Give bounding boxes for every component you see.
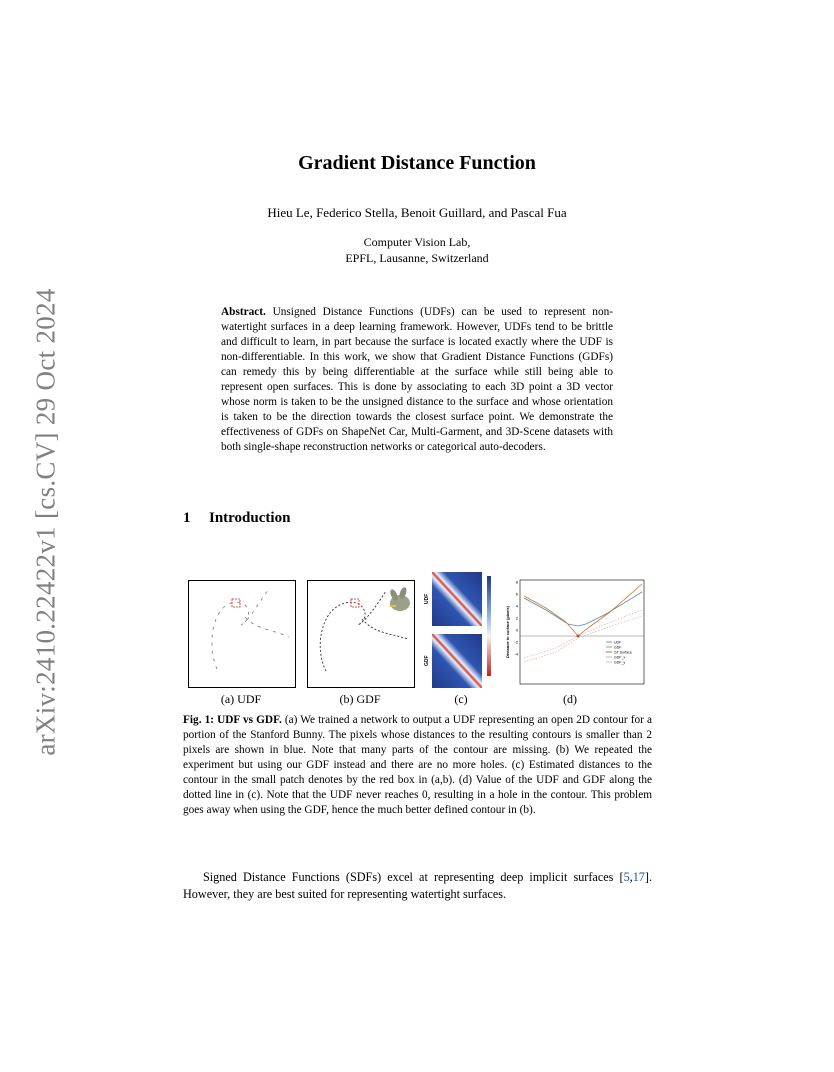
y-tick-label: 0 [515,627,518,633]
figure-1 [188,572,658,712]
legend-entry: GT Surface [614,650,632,655]
figure-caption [183,713,652,818]
udf-curve [524,592,642,626]
legend-entry: GDF [614,645,622,650]
y-tick-label: -4 [514,651,518,657]
paper-title: Gradient Distance Function [298,152,536,174]
affiliation-line1: Computer Vision Lab, [363,235,471,249]
gt-surface-point [577,635,580,638]
arxiv-sidebar [16,282,76,762]
panel-udf [188,580,296,688]
y-ticks [514,580,518,657]
patch-label-udf: UDF [424,593,430,604]
y-tick-label: 6 [515,591,518,597]
arxiv-id: arXiv:2410.22422v1 [cs.CV] 29 Oct 2024 [30,288,61,756]
legend-entry: UDF [614,640,622,645]
label-c: (c) [454,692,468,706]
plot-frame [520,580,644,684]
legend-entry: GDF_y [614,660,626,665]
body-comma: , [629,870,633,884]
abstract-label: Abstract. [221,306,266,318]
affiliation [0,234,834,266]
citation-5[interactable]: 5 [623,870,630,884]
bunny-thumbnail-icon [389,586,410,611]
distance-line-plot [506,578,646,686]
abstract [221,305,613,455]
caption-text: (a) We trained a network to output a UDF representing an open 2D contour for a portion of the Stanford Bunny. The pixels whose distances to the resulting contours is smaller than 2 pixels are shown in blue. Note that many parts of the contour are missing. (b) We repeated the experiment but using our GDF instead and there are no more holes. (c) Estimated distances to the contour in the small patch denotes by the red box in (a,b). (d) Value of the UDF and GDF along the dotted line in (c). Note that the UDF never reaches 0, resulting in a hole in the contour. This problem goes away when using the GDF, hence the much better defined contour in (b). [183,714,652,816]
udf-heatmap [432,572,482,626]
gdf-contour-plot [308,581,414,687]
legend-entry: GDF_x [614,655,626,660]
panel-distance-plot [506,578,646,686]
section-heading [183,510,290,527]
y-tick-label: 2 [515,615,518,621]
paper-authors: Hieu Le, Federico Stella, Benoit Guillard, and Pascal Fua [267,205,567,220]
gdf-curve [524,584,642,636]
caption-label: Fig. 1: UDF vs GDF. [183,714,282,726]
citation-17[interactable]: 17 [632,870,645,884]
body-paragraph [183,869,652,903]
distance-patches-svg [424,572,504,684]
body-text-before: Signed Distance Functions (SDFs) excel at representing deep implicit surfaces [ [203,870,624,884]
label-d: (d) [563,692,577,706]
section-number: 1 [183,510,191,526]
plot-legend [606,640,632,664]
label-a: (a) UDF [220,692,262,706]
y-tick-label: 4 [515,603,518,609]
label-b: (b) GDF [339,692,381,706]
panel-gdf [307,580,415,688]
colorbar [487,576,491,676]
plot-ylabel: Distance to surface (pixels) [505,605,510,659]
body-text-after: ]. However, they are best suited for representing watertight surfaces. [183,870,652,901]
panel-distance-patches [424,572,504,684]
section-title: Introduction [209,510,291,526]
y-tick-label: 8 [515,579,518,585]
udf-contour-plot [189,581,295,687]
abstract-text: Unsigned Distance Functions (UDFs) can be used to represent non-watertight surfaces in a deep learning framework. However, UDFs tend to be brittle and difficult to learn, in part because the surface is located exactly where the UDF is non-differentiable. In this work, we show that Gradient Distance Functions (GDFs) can remedy this by being differentiable at the surface while still being able to represent open surfaces. This is done by associating to each 3D point a 3D vector whose norm is taken to be the unsigned distance to the surface and whose orientation is taken to be the direction towards the closest surface point. We demonstrate the effectiveness of GDFs on ShapeNet Car, Multi-Garment, and 3D-Scene datasets with both single-shape reconstruction networks or categorical auto-decoders. [221,306,614,453]
patch-label-gdf: GDF [424,655,430,666]
y-tick-label: -2 [514,639,518,645]
affiliation-line2: EPFL, Lausanne, Switzerland [345,251,489,265]
gdf-heatmap [432,634,482,688]
